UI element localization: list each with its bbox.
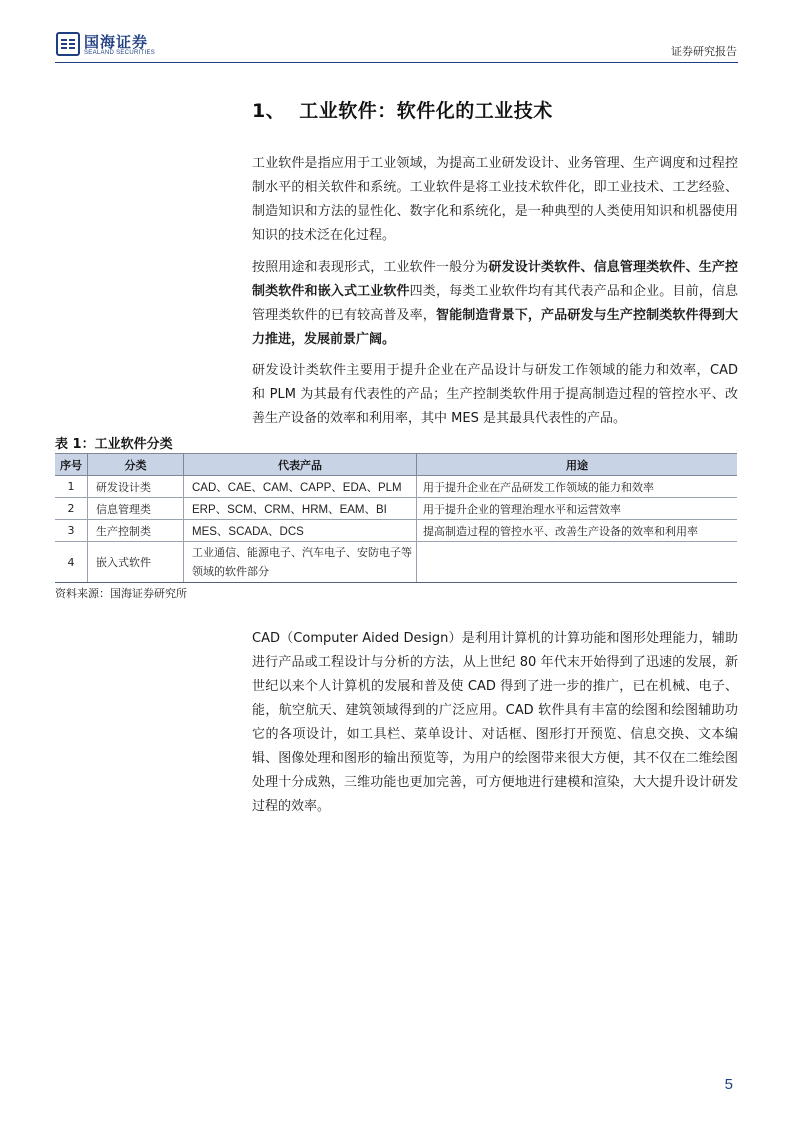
page-number: 5 <box>724 1076 733 1093</box>
header-divider <box>55 62 738 63</box>
table-header-row <box>55 454 737 476</box>
section-title-text: 工业软件：软件化的工业技术 <box>299 100 553 122</box>
table-cell-products: ERP、SCM、CRM、HRM、EAM、BI <box>184 498 417 520</box>
paragraph-text: 按照用途和表现形式，工业软件一般分为 <box>252 260 489 275</box>
paragraph-cad: CAD（Computer Aided Design）是利用计算机的计算功能和图形处理能力，辅助进行产品或工程设计与分析的方法，从上世纪 80 年代末开始得到了迅速的发展，新世纪以来个人计算机的发展和普及使 CAD 得到了进一步的推广，已在机械、电子、能，航空航天、建筑领域得到的广泛应用。CAD 软件具有丰富的绘图和绘图辅助功它的各项设计，如工具栏、菜单设计、对话框、图形打开预览、信息交换、文本编辑、图像处理和图形的输出预览等，为用户的绘图带来很大方便，其不仅在二维绘图处理十分成熟，三维功能也更加完善，可方便地进行建模和渲染，大大提升设计研发过程的效率。 <box>252 631 738 814</box>
products-text: 工业通信、能源电子、汽车电子、安防电子等领域的软件部分 <box>192 546 412 578</box>
table-row <box>55 498 737 520</box>
column-header: 分类 <box>88 454 184 476</box>
column-header: 用途 <box>417 454 738 476</box>
table-cell-category: 生产控制类 <box>88 520 184 542</box>
table-row <box>55 520 737 542</box>
table-cell-no: 4 <box>55 542 88 583</box>
paragraph-definition: 工业软件是指应用于工业领域，为提高工业研发设计、业务管理、生产调度和过程控制水平的相关软件和系统。工业软件是将工业技术软件化，即工业技术、工艺经验、制造知识和方法的显性化、数字化和系统化，是一种典型的人类使用知识和机器使用知识的技术泛在化过程。 <box>252 156 738 243</box>
table-cell-no: 3 <box>55 520 88 542</box>
table-row <box>55 542 737 583</box>
column-header: 序号 <box>55 454 88 476</box>
table-title: 表 1：工业软件分类 <box>55 437 173 452</box>
table-cell-products <box>184 542 417 583</box>
table-cell-use <box>417 542 738 583</box>
table-cell-category: 嵌入式软件 <box>88 542 184 583</box>
section-number: 1、 <box>252 100 286 122</box>
paragraph-categories: 研发设计类软件主要用于提升企业在产品设计与研发工作领域的能力和效率，CAD 和 PLM 为其最有代表性的产品；生产控制类软件用于提高制造过程的管控水平、改善生产设备的效率和利用率，其中 MES 是其最具代表性的产品。 <box>252 363 738 426</box>
table-cell-no: 2 <box>55 498 88 520</box>
table-source-note: 资料来源：国海证券研究所 <box>55 587 187 600</box>
table-cell-category: 研发设计类 <box>88 476 184 498</box>
table-cell-products: CAD、CAE、CAM、CAPP、EDA、PLM <box>184 476 417 498</box>
logo-text: 国海证券 <box>84 33 149 51</box>
table-cell-use: 用于提升企业的管理治理水平和运营效率 <box>417 498 738 520</box>
table-cell-products: MES、SCADA、DCS <box>184 520 417 542</box>
logo-english-text: SEALAND SECURITIES <box>84 50 156 56</box>
paragraph-text: 四类，每类工业软件均有其代表产品和企业。目前，信息管理类软件的已有较高普及率， <box>252 284 738 323</box>
table-row <box>55 476 737 498</box>
table-cell-use: 提高制造过程的管控水平、改善生产设备的效率和利用率 <box>417 520 738 542</box>
emphasis-text: 智能制造背景下，产品研发与生产控制类软件得到大力推进，发展前景广阔。 <box>252 308 738 347</box>
page-header <box>0 0 793 64</box>
table-cell-no: 1 <box>55 476 88 498</box>
column-header: 代表产品 <box>184 454 417 476</box>
report-type-label: 证券研究报告 <box>671 45 737 58</box>
emphasis-text: 研发设计类软件、信息管理类软件、生产控制类软件和嵌入式工业软件 <box>252 260 738 299</box>
software-classification-table <box>55 453 737 583</box>
section-title <box>252 96 553 123</box>
sealand-logo-icon <box>56 32 80 56</box>
table-cell-use: 用于提升企业在产品研发工作领域的能力和效率 <box>417 476 738 498</box>
table-cell-category: 信息管理类 <box>88 498 184 520</box>
paragraph-classification <box>252 256 738 352</box>
